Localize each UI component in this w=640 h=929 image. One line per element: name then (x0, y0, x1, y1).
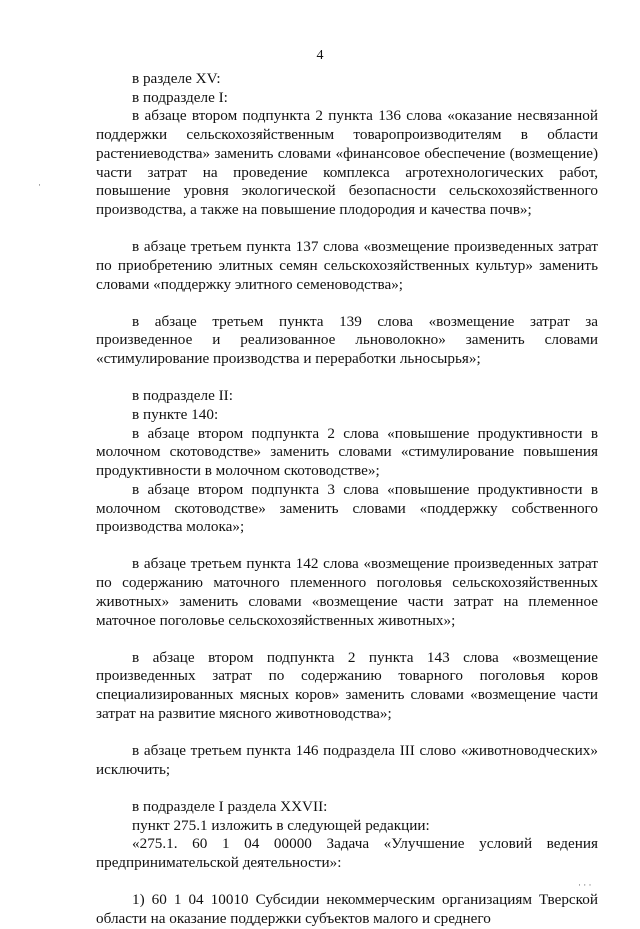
document-body (96, 70, 598, 929)
paragraph: пункт 275.1 изложить в следующей редакции: (132, 816, 430, 834)
paragraph-spacer (96, 724, 598, 743)
paragraph: в абзаце третьем пункта 142 слова «возмещение произведенных затрат по содержанию маточного племенного поголовья сельскохозяйственных животных» заменить словами «возмещение части затрат на племенное маточное поголовье сельскохозяйственных животных»; (96, 555, 598, 629)
paragraph: в абзаце третьем пункта 146 подраздела III слово «животноводческих» исключить; (96, 742, 598, 778)
paragraph: в подразделе I раздела XXVII: (132, 798, 328, 815)
paragraph: в абзаце втором подпункта 2 слова «повышение продуктивности в молочном скотоводстве» заменить словами «стимулирование повышения продуктивности в молочном скотоводстве»; (96, 424, 598, 480)
page-number: 4 (316, 48, 324, 63)
paragraph: в абзаце третьем пункта 137 слова «возмещение произведенных затрат по приобретению элитных семян сельскохозяйственных культур» заменить словами «поддержку элитного семеноводства»; (96, 238, 598, 293)
paragraph: в абзаце третьем пункта 139 слова «возмещение затрат за произведенное и реализованное льноволокно» заменить словами «стимулирование производства и переработки льносырья»; (96, 312, 598, 368)
paragraph: в абзаце втором подпункта 2 пункта 136 слова «оказание несвязанной поддержки сельскохозяйственным товаропроизводителям в области растениеводства» заменить словами «финансовое обеспечение (возмещение) части затрат на проведение комплекса агротехнологических работ, повышение уровня экологической безопасности сельскохозяйственного производства, а также на повышение плодородия и качества почв»; (96, 107, 598, 218)
paragraph-spacer (96, 630, 598, 649)
paragraph: «275.1. 60 1 04 00000 Задача «Улучшение условий ведения предпринимательской деятельности»: (96, 835, 598, 872)
paragraph-spacer (96, 537, 598, 556)
scan-mark: · (38, 180, 41, 190)
paragraph: в абзаце втором подпункта 2 пункта 143 слова «возмещение произведенных затрат по содержанию товарного поголовья коров специализированных мясных коров» заменить словами «возмещение части затрат на развитие мясного животноводства»; (96, 648, 598, 722)
paragraph: в пункте 140: (132, 406, 219, 424)
paragraph: в подразделе I: (132, 88, 228, 106)
paragraph-spacer (96, 780, 598, 799)
paragraph: в разделе XV: (132, 70, 221, 87)
scan-mark: · · · (578, 880, 592, 890)
paragraph: в абзаце втором подпункта 3 слова «повышение продуктивности в молочном скотоводстве» заменить словами «поддержку собственного производства молока»; (96, 480, 598, 536)
paragraph: в подразделе II: (132, 387, 233, 405)
paragraph: 1) 60 1 04 10010 Субсидии некоммерческим организациям Тверской области на оказание поддержки субъектов малого и среднего (96, 891, 598, 928)
paragraph-spacer (96, 873, 598, 892)
paragraph-spacer (96, 220, 598, 239)
paragraph-spacer (96, 294, 598, 313)
paragraph-spacer (96, 369, 598, 388)
